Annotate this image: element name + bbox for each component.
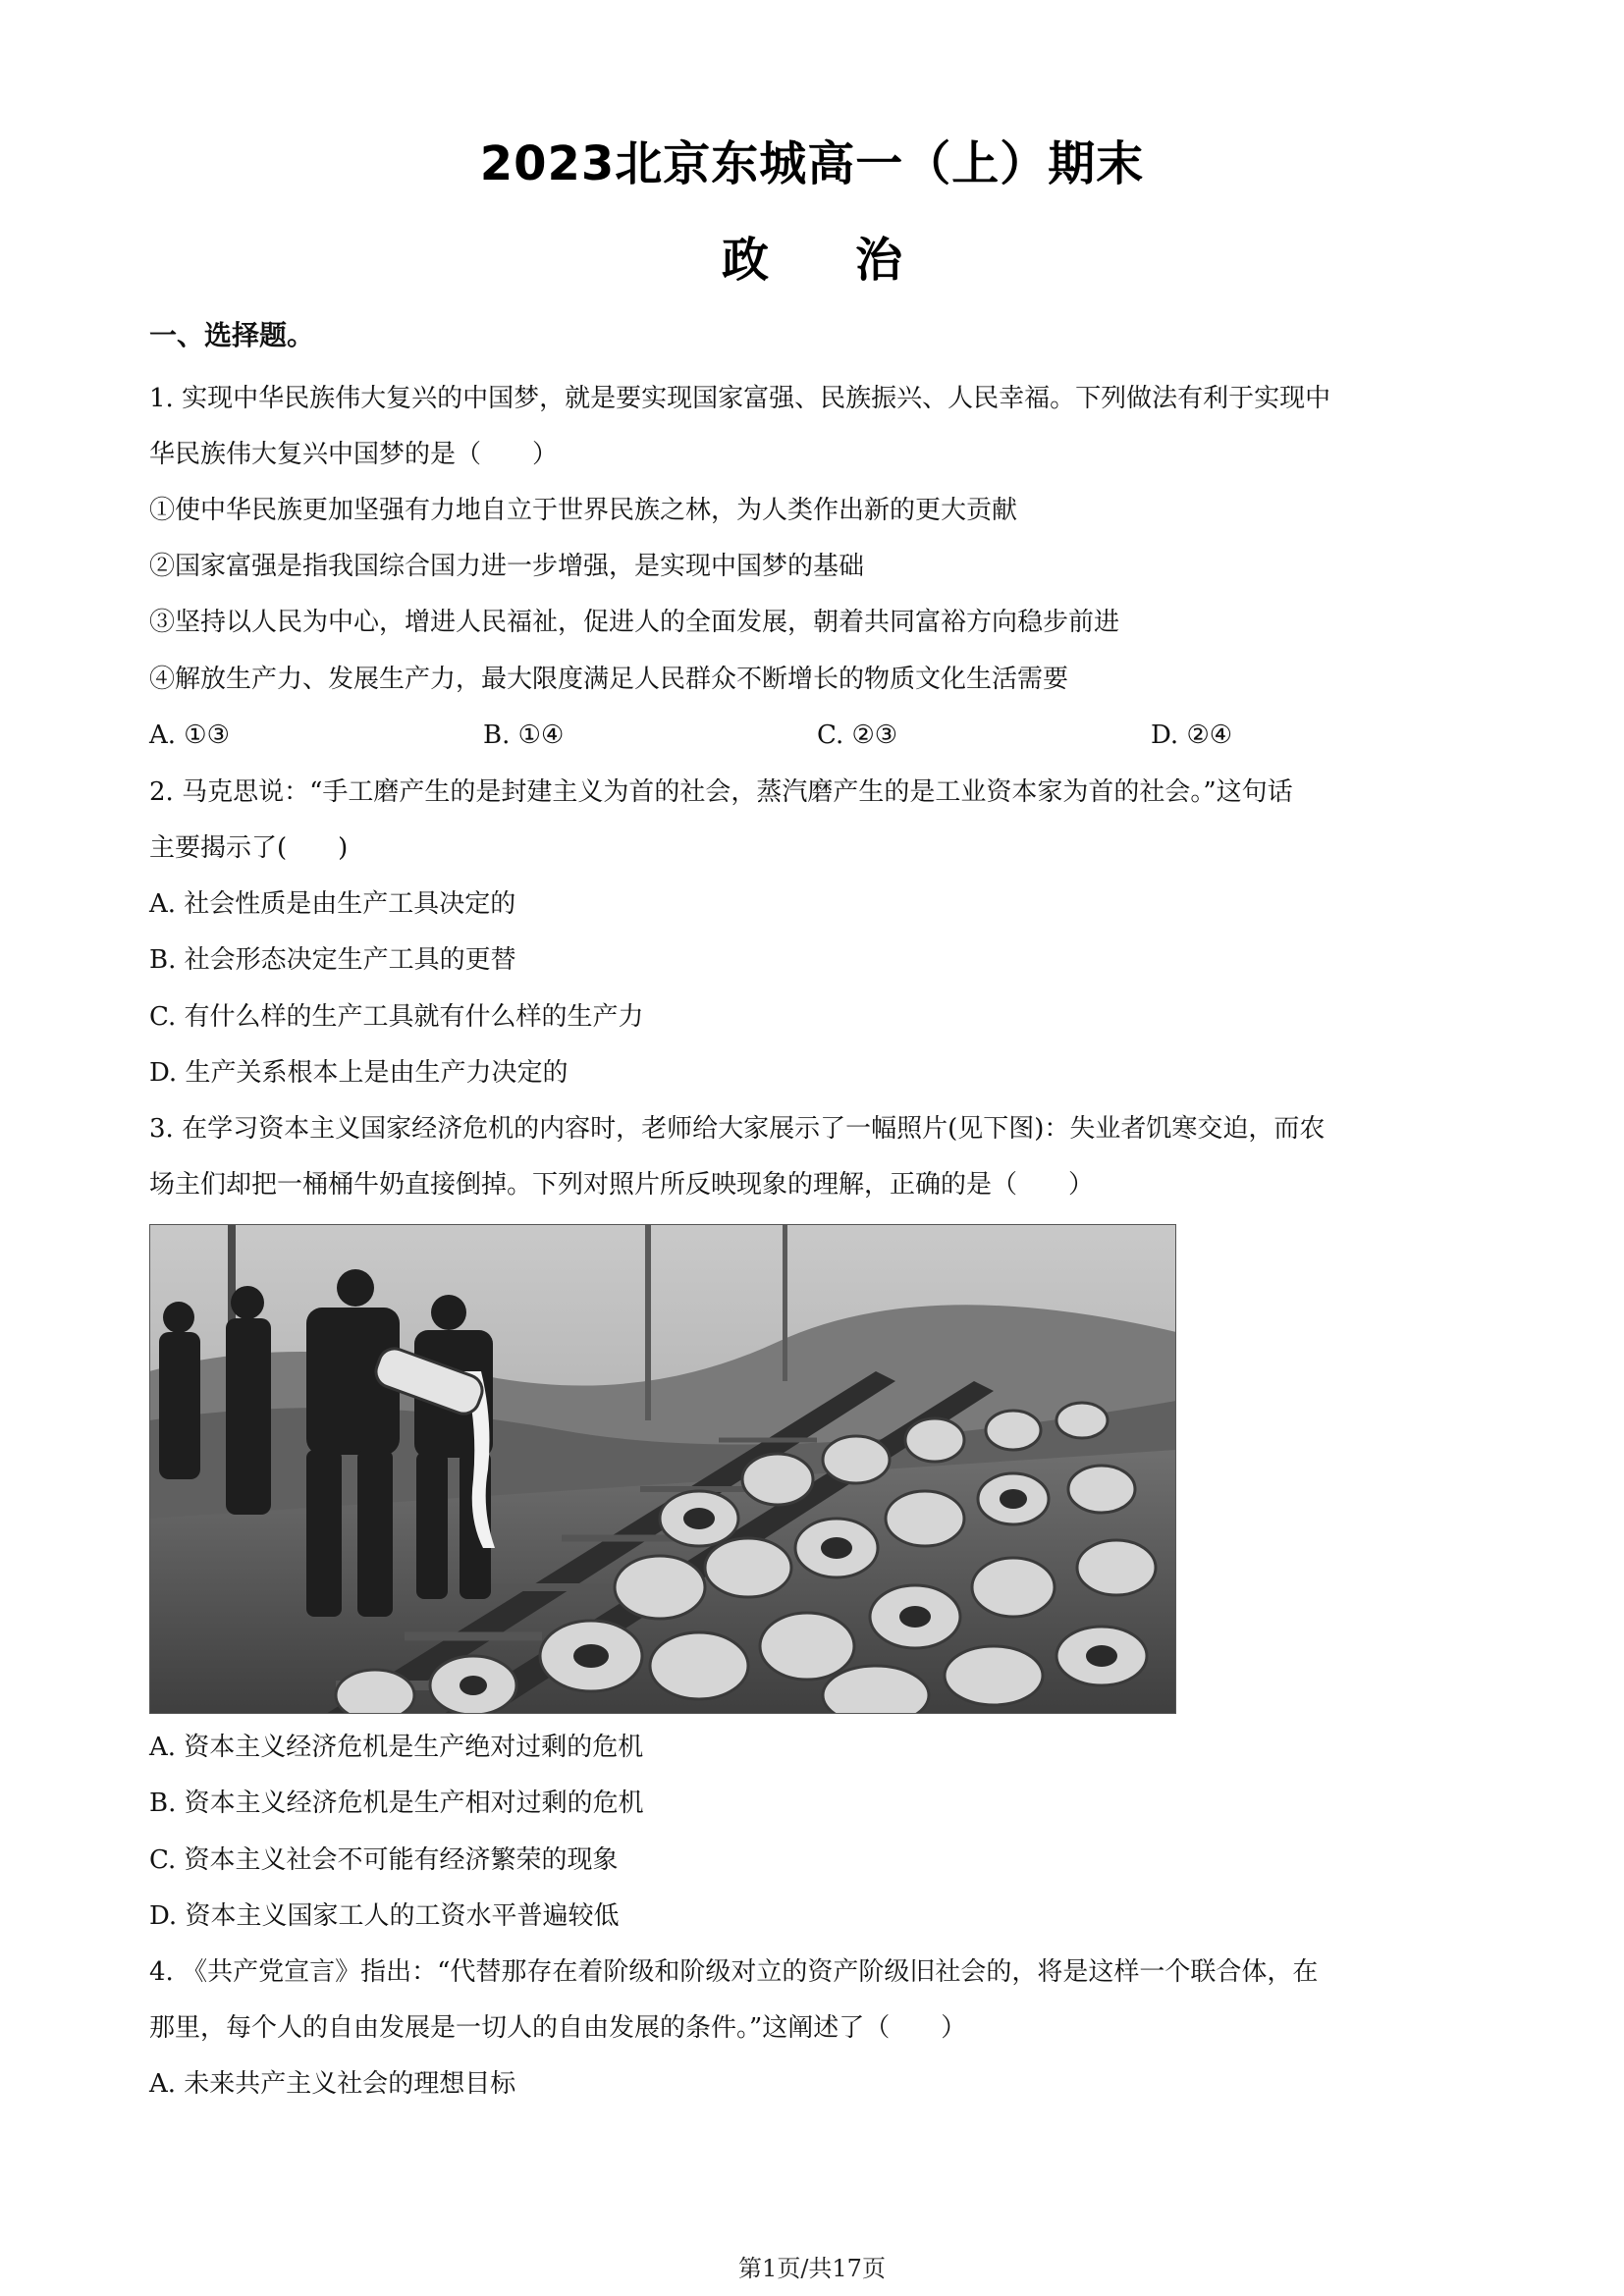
section-heading: 一、选择题。 bbox=[149, 319, 315, 351]
option-b: B. ①④ bbox=[483, 721, 565, 750]
milk-dumping-photo bbox=[149, 1224, 1176, 1714]
subject-char-2: 治 bbox=[855, 233, 903, 288]
statement-3: ③坚持以人民为中心，增进人民福祉，促进人的全面发展，朝着共同富裕方向稳步前进 bbox=[149, 608, 1120, 637]
question-stem-line: 主要揭示了( ) bbox=[149, 833, 349, 863]
option-d: D. 生产关系根本上是由生产力决定的 bbox=[149, 1058, 568, 1088]
document-title: 2023北京东城高一（上）期末 bbox=[479, 136, 1145, 191]
option-a: A. 未来共产主义社会的理想目标 bbox=[149, 2069, 516, 2099]
subject-char-1: 政 bbox=[721, 233, 769, 288]
option-a: A. ①③ bbox=[149, 721, 230, 750]
subject-title bbox=[0, 222, 1624, 290]
question-stem-line: 3. 在学习资本主义国家经济危机的内容时，老师给大家展示了一幅照片(见下图)：失业者饥寒交迫，而农 bbox=[149, 1114, 1326, 1144]
statement-2: ②国家富强是指我国综合国力进一步增强，是实现中国梦的基础 bbox=[149, 552, 865, 581]
option-d: D. 资本主义国家工人的工资水平普遍较低 bbox=[149, 1901, 620, 1931]
option-b: B. 资本主义经济危机是生产相对过剩的危机 bbox=[149, 1789, 644, 1818]
page-number: 第1页/共17页 bbox=[738, 2255, 886, 2282]
option-c: C. ②③ bbox=[817, 721, 898, 750]
question-stem-line: 那里，每个人的自由发展是一切人的自由发展的条件。”这阐述了（ ） bbox=[149, 2013, 967, 2043]
option-a: A. 社会性质是由生产工具决定的 bbox=[149, 889, 516, 919]
statement-4: ④解放生产力、发展生产力，最大限度满足人民群众不断增长的物质文化生活需要 bbox=[149, 665, 1069, 694]
question-stem-line: 2. 马克思说：“手工磨产生的是封建主义为首的社会，蒸汽磨产生的是工业资本家为首的社会。”这句话 bbox=[149, 777, 1293, 807]
option-c: C. 资本主义社会不可能有经济繁荣的现象 bbox=[149, 1845, 619, 1875]
statement-1: ①使中华民族更加坚强有力地自立于世界民族之林，为人类作出新的更大贡献 bbox=[149, 496, 1018, 525]
option-c: C. 有什么样的生产工具就有什么样的生产力 bbox=[149, 1002, 644, 1032]
question-stem-line: 华民族伟大复兴中国梦的是（ ） bbox=[149, 440, 559, 469]
option-a: A. 资本主义经济危机是生产绝对过剩的危机 bbox=[149, 1733, 644, 1762]
option-b: B. 社会形态决定生产工具的更替 bbox=[149, 945, 516, 975]
option-d: D. ②④ bbox=[1151, 721, 1233, 750]
question-stem-line: 4. 《共产党宣言》指出：“代替那存在着阶级和阶级对立的资产阶级旧社会的，将是这样一个联合体，在 bbox=[149, 1957, 1319, 1987]
question-stem-line: 1. 实现中华民族伟大复兴的中国梦，就是要实现国家富强、民族振兴、人民幸福。下列做法有利于实现中 bbox=[149, 384, 1331, 413]
question-stem-line: 场主们却把一桶桶牛奶直接倒掉。下列对照片所反映现象的理解，正确的是（ ） bbox=[149, 1170, 1095, 1200]
